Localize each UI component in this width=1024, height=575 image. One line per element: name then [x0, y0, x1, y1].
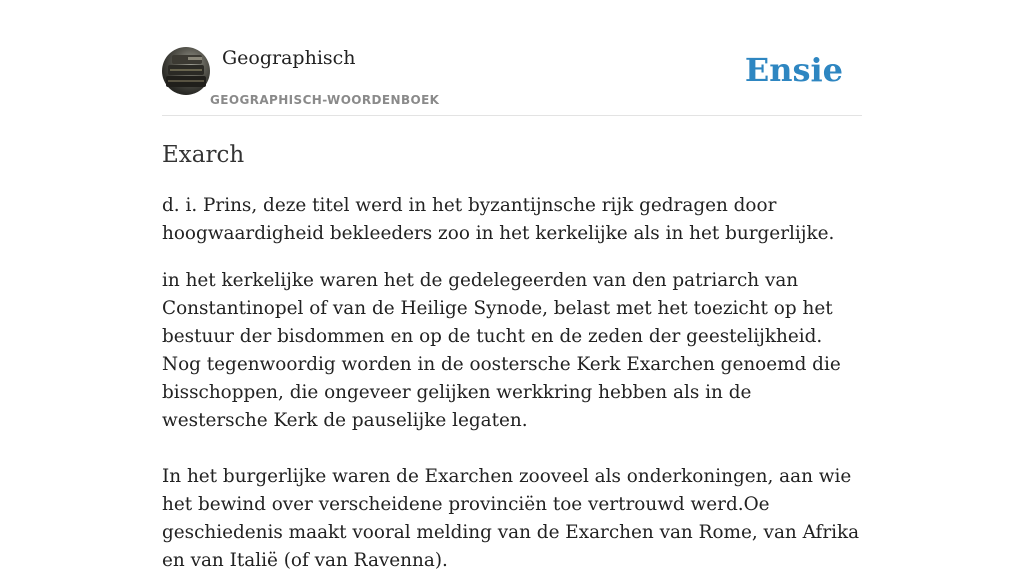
- source-slug[interactable]: GEOGRAPHISCH-WOORDENBOEK: [210, 93, 440, 107]
- avatar[interactable]: [162, 47, 210, 95]
- brand-logo[interactable]: Ensie: [744, 51, 843, 89]
- definition-paragraph: d. i. Prins, deze titel werd in het byzantijnsche rijk gedragen door hoogwaardigheid bekleeders zoo in het kerkelijke als in het burgerlijke.: [162, 195, 835, 244]
- definition-paragraph: in het kerkelijke waren het de gedelegeerden van den patriarch van Constantinopel of van de Heilige Synode, belast met het toezicht op het bestuur der bisdommen en op de tucht en de zeden der geestelijkheid. Nog tegenwoordig worden in de oostersche Kerk Exarchen genoemd die bisschoppen, die ongeveer gelijken werkkring hebben als in de westersche Kerk de pauselijke legaten.: [162, 270, 841, 431]
- page-title: Exarch: [162, 142, 245, 168]
- article-container: [162, 0, 862, 575]
- books-photo-icon: [162, 47, 210, 95]
- definition-paragraph: In het burgerlijke waren de Exarchen zooveel als onderkoningen, aan wie het bewind over verscheidene provinciën toe vertrouwd werd.Oe geschiedenis maakt vooral melding van de Exarchen van Rome, van Afrika en van Italië (of van Ravenna).: [162, 466, 860, 571]
- source-title[interactable]: Geographisch: [222, 47, 356, 69]
- source-header: [162, 0, 862, 116]
